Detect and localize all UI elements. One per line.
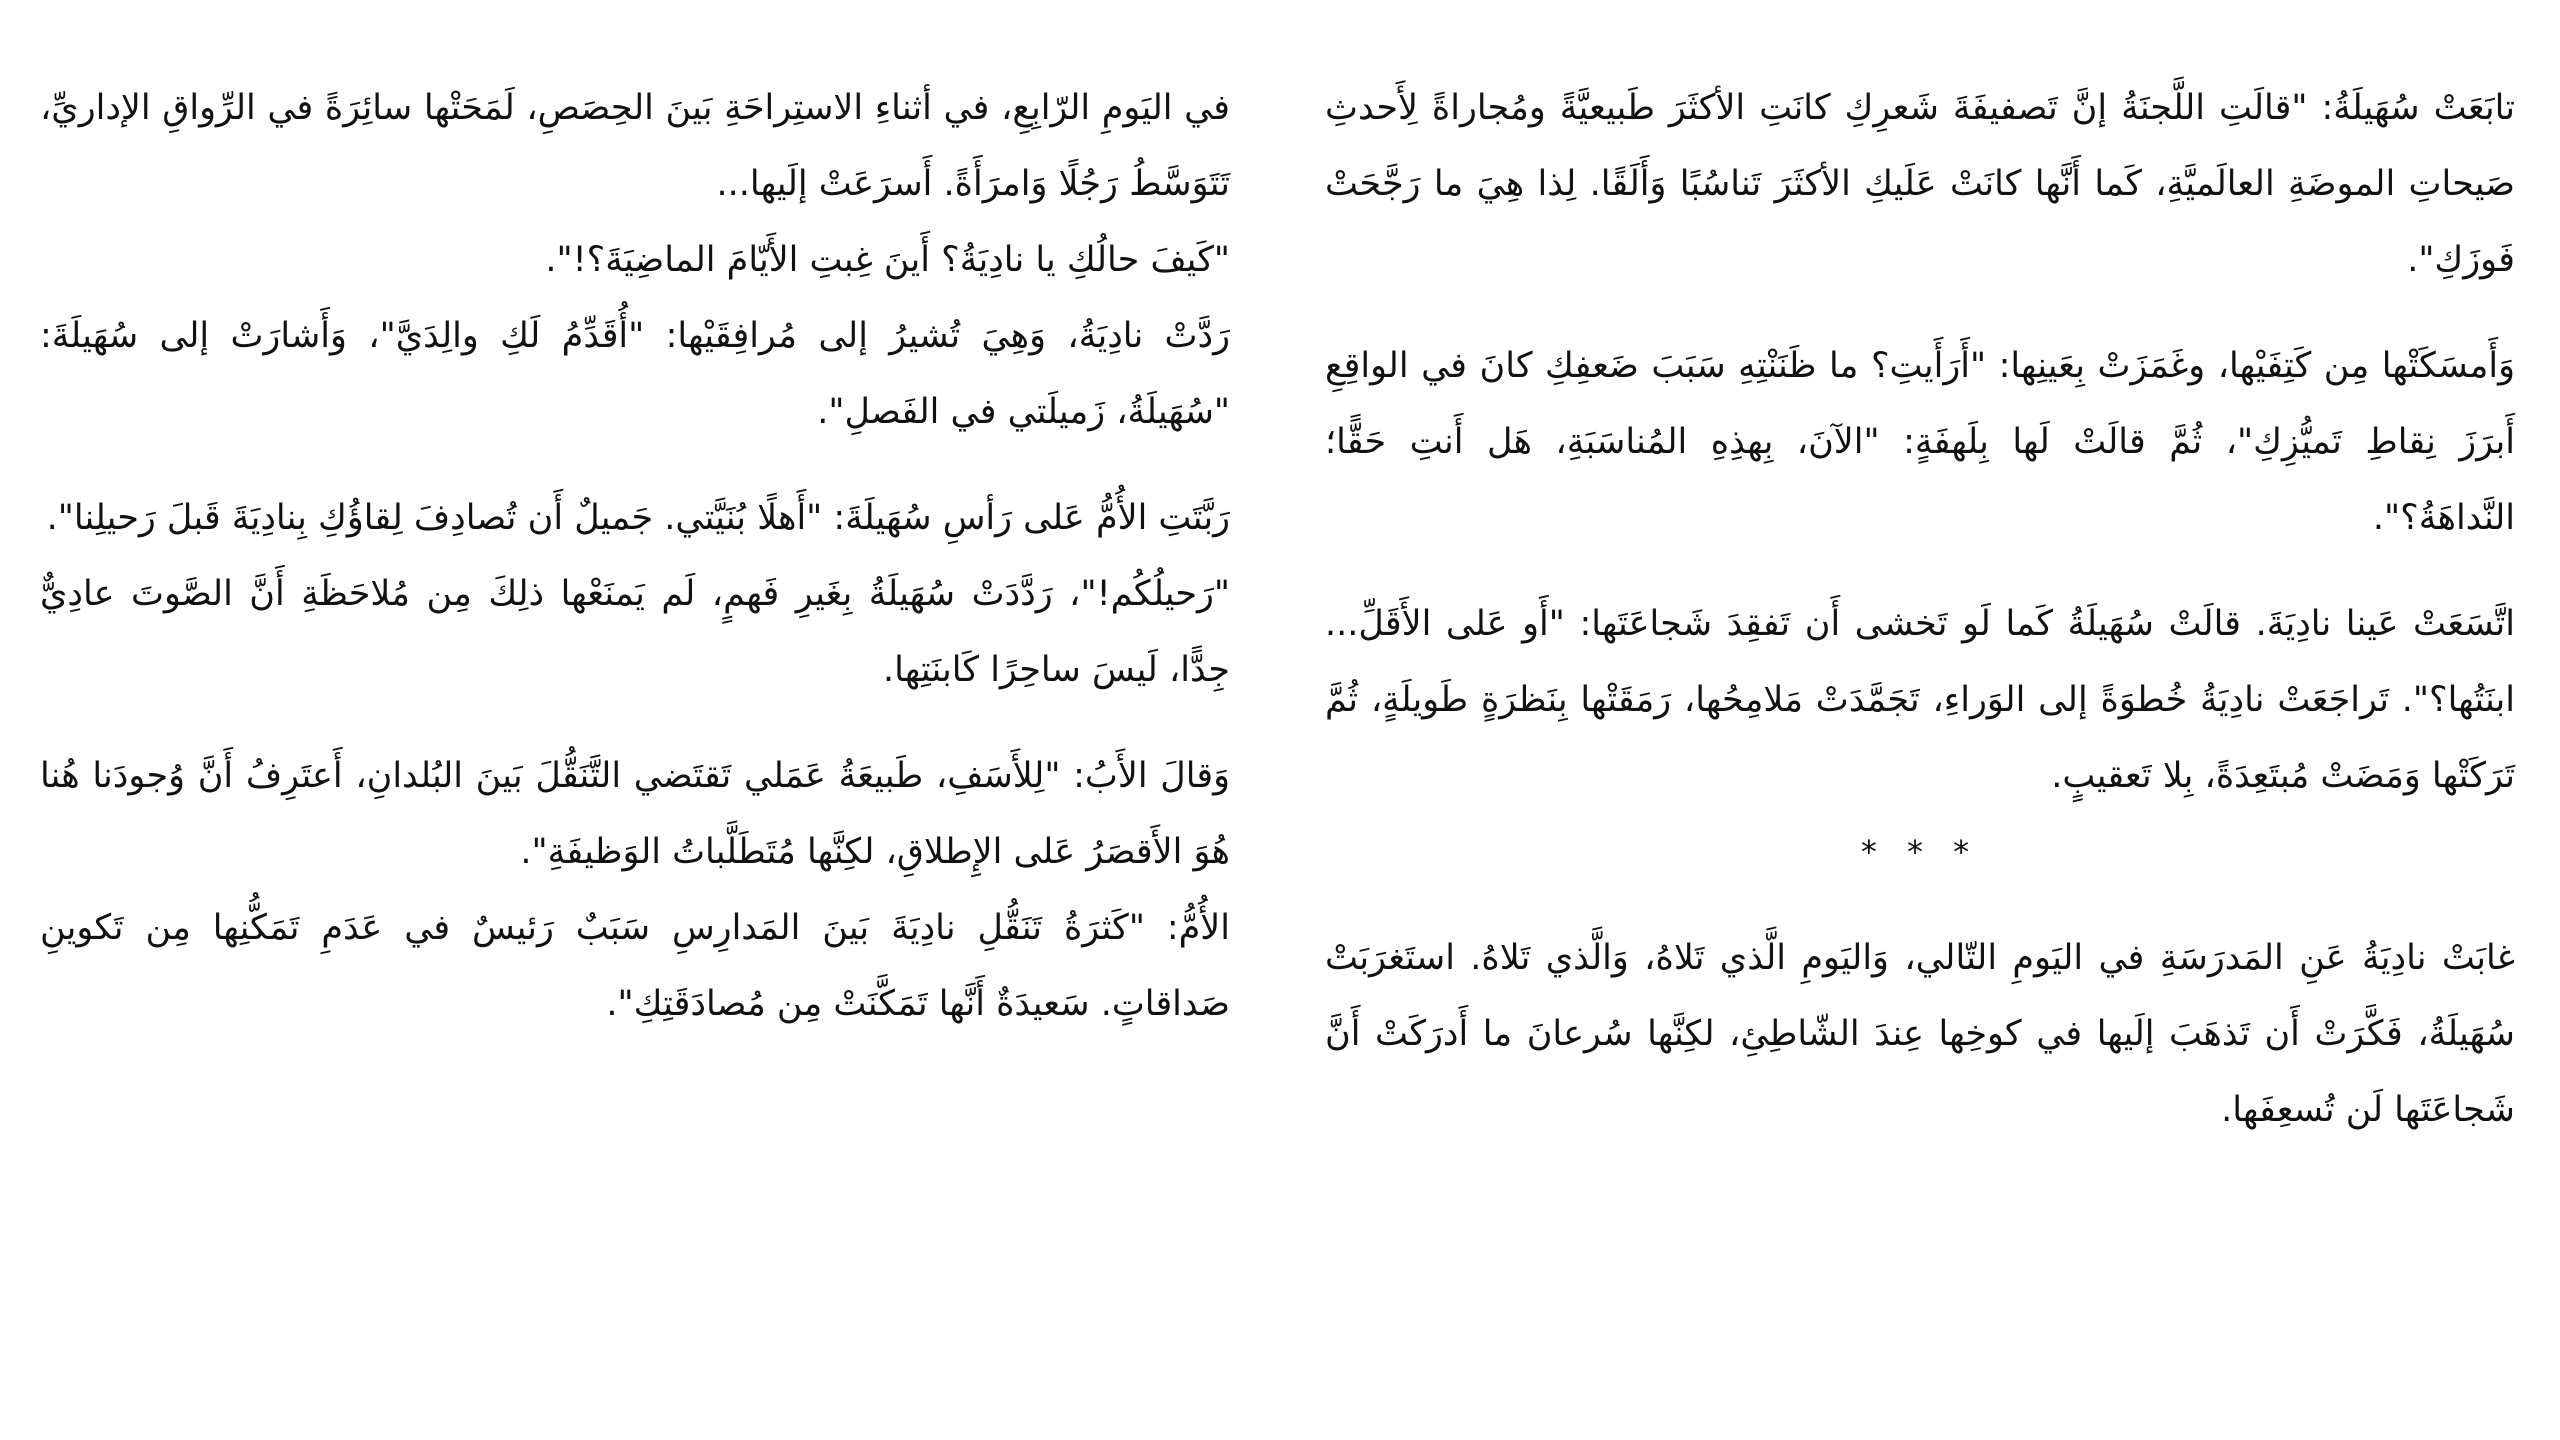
paragraph: غابَتْ نادِيَةُ عَنِ المَدرَسَةِ في اليَومِ التّالي، وَاليَومِ الَّذي تَلاهُ، وَالَّذي تَلاهُ. استَغرَبَتْ سُهَيلَةُ، فَكَّرَتْ أَن تَذهَبَ إلَيها في كوخِها عِندَ الشّاطِئِ، لكِنَّها سُرعانَ ما أَدرَكَتْ أَنَّ شَجاعَتَها لَن تُسعِفَها. bbox=[1325, 938, 2515, 1130]
paragraph: وَقالَ الأَبُ: "لِلأَسَفِ، طَبيعَةُ عَمَلي تَقتَضي التَّنَقُّلَ بَينَ البُلدانِ، أَعتَرِفُ أَنَّ وُجودَنا هُنا هُوَ الأَقصَرُ عَلى الإِطلاقِ، لكِنَّها مُتَطَلَّباتُ الوَظيفَةِ". bbox=[40, 756, 1230, 872]
paragraph: وَأَمسَكَتْها مِن كَتِفَيْها، وغَمَزَتْ بِعَينِها: "أَرَأَيتِ؟ ما ظَنَنْتِهِ سَبَبَ ضَعفِكِ كانَ في الواقِعِ أَبرَزَ نِقاطِ تَميُّزِكِ"، ثُمَّ قالَتْ لَها بِلَهفَةٍ: "الآنَ، بِهذِهِ المُناسَبَةِ، هَل أَنتِ حَقًّا؛ النَّداهَةُ؟". bbox=[1325, 346, 2515, 538]
paragraph: اتَّسَعَتْ عَينا نادِيَةَ. قالَتْ سُهَيلَةُ كَما لَو تَخشى أَن تَفقِدَ شَجاعَتَها: "أَو عَلى الأَقَلِّ... ابنَتُها؟". تَراجَعَتْ نادِيَةُ خُطوَةً إلى الوَراءِ، تَجَمَّدَتْ مَلامِحُها، رَمَقَتْها بِنَظرَةٍ طَويلَةٍ، ثُمَّ تَرَكَتْها وَمَضَتْ مُبتَعِدَةً، بِلا تَعقيبٍ. bbox=[1325, 604, 2515, 796]
section-divider: * * * bbox=[1860, 833, 1980, 871]
right-page-column bbox=[1325, 70, 2515, 1148]
paragraph: رَبَّتَتِ الأُمُّ عَلى رَأسِ سُهَيلَةَ: "أَهلًا بُنَيَّتي. جَميلٌ أَن تُصادِفَ لِقاؤُكِ بِنادِيَةَ قَبلَ رَحيلِنا". bbox=[46, 498, 1230, 538]
paragraph: رَدَّتْ نادِيَةُ، وَهِيَ تُشيرُ إلى مُرافِقَيْها: "أُقَدِّمُ لَكِ والِدَيَّ"، وَأَشارَتْ إلى سُهَيلَةَ: "سُهَيلَةُ، زَميلَتي في الفَصلِ". bbox=[40, 316, 1230, 432]
paragraph: تابَعَتْ سُهَيلَةُ: "قالَتِ اللَّجنَةُ إنَّ تَصفيفَةَ شَعرِكِ كانَتِ الأكثَرَ طَبيعيَّةً ومُجاراةً لِأَحدثِ صَيحاتِ الموضَةِ العالَميَّةِ، كَما أَنَّها كانَتْ عَلَيكِ الأكثَرَ تَناسُبًا وَأَلَقًا. لِذا هِيَ ما رَجَّحَتْ فَوزَكِ". bbox=[1325, 88, 2515, 280]
paragraph: "رَحيلُكُم!"، رَدَّدَتْ سُهَيلَةُ بِغَيرِ فَهمٍ، لَم يَمنَعْها ذلِكَ مِن مُلاحَظَةِ أَنَّ الصَّوتَ عادِيٌّ جِدًّا، لَيسَ ساحِرًا كَابنَتِها. bbox=[40, 574, 1230, 690]
paragraph: في اليَومِ الرّابِعِ، في أثناءِ الاستِراحَةِ بَينَ الحِصَصِ، لَمَحَتْها سائِرَةً في الرِّواقِ الإداريِّ، تَتَوَسَّطُ رَجُلًا وَامرَأَةً. أَسرَعَتْ إلَيها... bbox=[40, 88, 1230, 204]
paragraph: "كَيفَ حالُكِ يا نادِيَةُ؟ أَينَ غِبتِ الأَيّامَ الماضِيَةَ؟!". bbox=[545, 240, 1230, 280]
paragraph: الأُمُّ: "كَثرَةُ تَنَقُّلِ نادِيَةَ بَينَ المَدارِسِ سَبَبٌ رَئيسٌ في عَدَمِ تَمَكُّنِها مِن تَكوينِ صَداقاتٍ. سَعيدَةٌ أَنَّها تَمَكَّنَتْ مِن مُصادَقَتِكِ". bbox=[40, 908, 1230, 1024]
left-page-column bbox=[40, 70, 1230, 1042]
